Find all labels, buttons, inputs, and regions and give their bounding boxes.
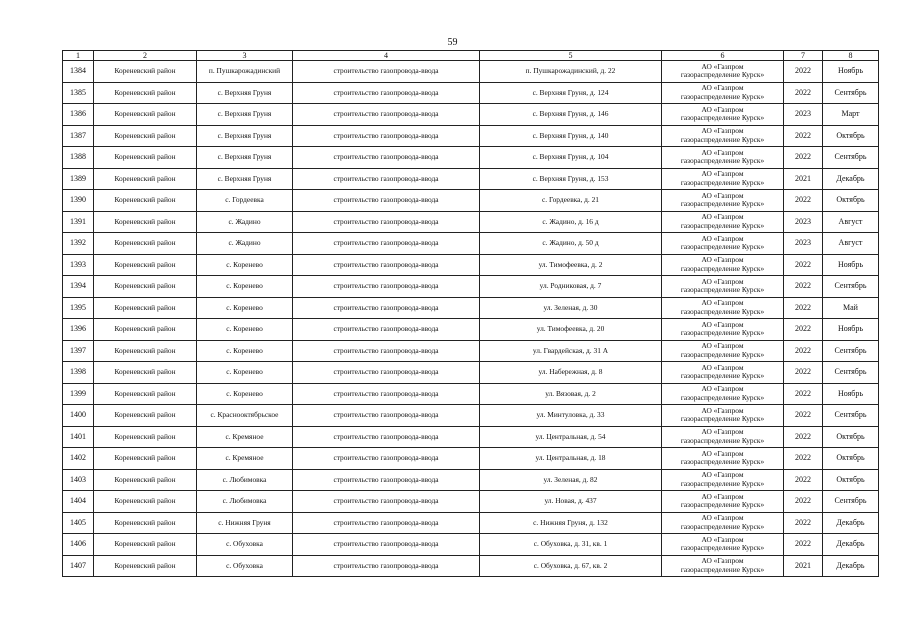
- work-type-cell: строительство газопровода-ввода: [293, 512, 480, 534]
- address-cell: ул. Центральная, д. 18: [480, 448, 662, 470]
- organization-cell: [662, 405, 784, 427]
- work-type-cell: строительство газопровода-ввода: [293, 254, 480, 276]
- organization-cell: [662, 168, 784, 190]
- table-row: [63, 233, 879, 255]
- table-row: [63, 104, 879, 126]
- locality-cell: с. Обуховка: [197, 555, 293, 577]
- table-row: [63, 555, 879, 577]
- address-cell: ул. Новая, д. 437: [480, 491, 662, 513]
- month-cell: Сентябрь: [823, 147, 879, 169]
- year-cell: 2022: [784, 469, 823, 491]
- work-type-cell: строительство газопровода-ввода: [293, 125, 480, 147]
- year-cell: 2022: [784, 340, 823, 362]
- year-cell: 2022: [784, 82, 823, 104]
- organization-line: АО «Газпром: [701, 212, 744, 222]
- organization-line: АО «Газпром: [701, 513, 744, 523]
- address-cell: ул. Тимофеевка, д. 20: [480, 319, 662, 341]
- address-cell: ул. Тимофеевка, д. 2: [480, 254, 662, 276]
- month-cell: Сентябрь: [823, 82, 879, 104]
- table-row: [63, 383, 879, 405]
- organization-line: газораспределение Курск»: [680, 349, 765, 359]
- year-cell: 2022: [784, 147, 823, 169]
- row-number-cell: 1393: [63, 254, 94, 276]
- address-cell: с. Верхняя Груня, д. 124: [480, 82, 662, 104]
- year-cell: 2023: [784, 233, 823, 255]
- locality-cell: с. Верхняя Груня: [197, 147, 293, 169]
- locality-cell: с. Жадино: [197, 211, 293, 233]
- work-type-cell: строительство газопровода-ввода: [293, 82, 480, 104]
- district-cell: Кореневский район: [94, 125, 197, 147]
- column-number: 3: [197, 51, 293, 61]
- organization-line: газораспределение Курск»: [680, 392, 765, 402]
- organization-line: газораспределение Курск»: [680, 220, 765, 230]
- column-number: 2: [94, 51, 197, 61]
- year-cell: 2022: [784, 190, 823, 212]
- address-cell: ул. Зеленая, д. 82: [480, 469, 662, 491]
- address-cell: ул. Минтуловка, д. 33: [480, 405, 662, 427]
- work-type-cell: строительство газопровода-ввода: [293, 233, 480, 255]
- address-cell: с. Верхняя Груня, д. 146: [480, 104, 662, 126]
- district-cell: Кореневский район: [94, 211, 197, 233]
- work-type-cell: строительство газопровода-ввода: [293, 104, 480, 126]
- district-cell: Кореневский район: [94, 319, 197, 341]
- month-cell: Сентябрь: [823, 362, 879, 384]
- work-type-cell: строительство газопровода-ввода: [293, 362, 480, 384]
- table-row: [63, 362, 879, 384]
- row-number-cell: 1390: [63, 190, 94, 212]
- locality-cell: с. Коренево: [197, 276, 293, 298]
- locality-cell: с. Верхняя Груня: [197, 104, 293, 126]
- table-row: [63, 82, 879, 104]
- column-number: 8: [823, 51, 879, 61]
- month-cell: Май: [823, 297, 879, 319]
- locality-cell: с. Верхняя Груня: [197, 82, 293, 104]
- district-cell: Кореневский район: [94, 469, 197, 491]
- month-cell: Октябрь: [823, 190, 879, 212]
- locality-cell: с. Коренево: [197, 254, 293, 276]
- address-cell: с. Гордеевка, д. 21: [480, 190, 662, 212]
- work-type-cell: строительство газопровода-ввода: [293, 190, 480, 212]
- organization-line: АО «Газпром: [701, 384, 744, 394]
- organization-line: АО «Газпром: [701, 126, 744, 136]
- row-number-cell: 1401: [63, 426, 94, 448]
- organization-cell: [662, 469, 784, 491]
- organization-line: АО «Газпром: [701, 169, 744, 179]
- organization-line: газораспределение Курск»: [680, 285, 765, 295]
- organization-line: АО «Газпром: [701, 276, 744, 286]
- year-cell: 2022: [784, 297, 823, 319]
- district-cell: Кореневский район: [94, 254, 197, 276]
- month-cell: Ноябрь: [823, 254, 879, 276]
- table-row: [63, 276, 879, 298]
- address-cell: ул. Центральная, д. 54: [480, 426, 662, 448]
- work-type-cell: строительство газопровода-ввода: [293, 448, 480, 470]
- district-cell: Кореневский район: [94, 448, 197, 470]
- organization-line: АО «Газпром: [701, 362, 744, 372]
- column-number: 1: [63, 51, 94, 61]
- year-cell: 2022: [784, 362, 823, 384]
- address-cell: ул. Родниковая, д. 7: [480, 276, 662, 298]
- district-cell: Кореневский район: [94, 491, 197, 513]
- organization-line: газораспределение Курск»: [680, 156, 765, 166]
- district-cell: Кореневский район: [94, 340, 197, 362]
- district-cell: Кореневский район: [94, 383, 197, 405]
- row-number-cell: 1387: [63, 125, 94, 147]
- organization-line: газораспределение Курск»: [680, 113, 765, 123]
- row-number-cell: 1402: [63, 448, 94, 470]
- year-cell: 2022: [784, 534, 823, 556]
- month-cell: Март: [823, 104, 879, 126]
- organization-cell: [662, 383, 784, 405]
- organization-cell: [662, 555, 784, 577]
- row-number-cell: 1398: [63, 362, 94, 384]
- work-type-cell: строительство газопровода-ввода: [293, 555, 480, 577]
- row-number-cell: 1397: [63, 340, 94, 362]
- year-cell: 2023: [784, 104, 823, 126]
- work-type-cell: строительство газопровода-ввода: [293, 61, 480, 83]
- district-cell: Кореневский район: [94, 147, 197, 169]
- organization-cell: [662, 104, 784, 126]
- organization-cell: [662, 297, 784, 319]
- organization-cell: [662, 534, 784, 556]
- locality-cell: с. Кремяное: [197, 448, 293, 470]
- locality-cell: с. Коренево: [197, 297, 293, 319]
- organization-cell: [662, 362, 784, 384]
- work-type-cell: строительство газопровода-ввода: [293, 211, 480, 233]
- work-type-cell: строительство газопровода-ввода: [293, 383, 480, 405]
- row-number-cell: 1405: [63, 512, 94, 534]
- address-cell: ул. Зеленая, д. 30: [480, 297, 662, 319]
- district-cell: Кореневский район: [94, 190, 197, 212]
- district-cell: Кореневский район: [94, 405, 197, 427]
- district-cell: Кореневский район: [94, 555, 197, 577]
- district-cell: Кореневский район: [94, 82, 197, 104]
- row-number-cell: 1384: [63, 61, 94, 83]
- address-cell: с. Жадино, д. 50 д: [480, 233, 662, 255]
- organization-cell: [662, 61, 784, 83]
- row-number-cell: 1388: [63, 147, 94, 169]
- organization-line: газораспределение Курск»: [680, 521, 765, 531]
- work-type-cell: строительство газопровода-ввода: [293, 168, 480, 190]
- table-row: [63, 297, 879, 319]
- address-cell: с. Верхняя Груня, д. 140: [480, 125, 662, 147]
- table-header: [63, 51, 879, 61]
- organization-line: АО «Газпром: [701, 190, 744, 200]
- row-number-cell: 1403: [63, 469, 94, 491]
- table-row: [63, 125, 879, 147]
- organization-line: газораспределение Курск»: [680, 91, 765, 101]
- row-number-cell: 1399: [63, 383, 94, 405]
- address-cell: с. Верхняя Груня, д. 104: [480, 147, 662, 169]
- organization-line: АО «Газпром: [701, 470, 744, 480]
- district-cell: Кореневский район: [94, 362, 197, 384]
- row-number-cell: 1400: [63, 405, 94, 427]
- work-type-cell: строительство газопровода-ввода: [293, 469, 480, 491]
- organization-line: газораспределение Курск»: [680, 543, 765, 553]
- organization-line: газораспределение Курск»: [680, 500, 765, 510]
- month-cell: Декабрь: [823, 512, 879, 534]
- address-cell: с. Обуховка, д. 67, кв. 2: [480, 555, 662, 577]
- table-row: [63, 448, 879, 470]
- organization-cell: [662, 448, 784, 470]
- locality-cell: с. Верхняя Груня: [197, 125, 293, 147]
- organization-line: газораспределение Курск»: [680, 70, 765, 80]
- address-cell: с. Жадино, д. 16 д: [480, 211, 662, 233]
- year-cell: 2022: [784, 276, 823, 298]
- address-cell: с. Верхняя Груня, д. 153: [480, 168, 662, 190]
- organization-cell: [662, 340, 784, 362]
- month-cell: Сентябрь: [823, 340, 879, 362]
- organization-line: АО «Газпром: [701, 83, 744, 93]
- locality-cell: с. Гордеевка: [197, 190, 293, 212]
- locality-cell: с. Коренево: [197, 319, 293, 341]
- row-number-cell: 1406: [63, 534, 94, 556]
- row-number-cell: 1386: [63, 104, 94, 126]
- district-cell: Кореневский район: [94, 168, 197, 190]
- row-number-cell: 1396: [63, 319, 94, 341]
- organization-line: газораспределение Курск»: [680, 242, 765, 252]
- district-cell: Кореневский район: [94, 426, 197, 448]
- table-row: [63, 534, 879, 556]
- district-cell: Кореневский район: [94, 534, 197, 556]
- organization-line: АО «Газпром: [701, 233, 744, 243]
- address-cell: ул. Вязовая, д. 2: [480, 383, 662, 405]
- organization-line: АО «Газпром: [701, 104, 744, 114]
- page-number: 59: [447, 37, 458, 48]
- organization-line: газораспределение Курск»: [680, 263, 765, 273]
- organization-line: газораспределение Курск»: [680, 457, 765, 467]
- column-number-row: [63, 51, 879, 61]
- locality-cell: с. Коренево: [197, 340, 293, 362]
- row-number-cell: 1389: [63, 168, 94, 190]
- month-cell: Декабрь: [823, 168, 879, 190]
- organization-line: газораспределение Курск»: [680, 414, 765, 424]
- table-row: [63, 147, 879, 169]
- organization-line: газораспределение Курск»: [680, 371, 765, 381]
- locality-cell: с. Любимовка: [197, 469, 293, 491]
- organization-cell: [662, 211, 784, 233]
- organization-line: АО «Газпром: [701, 405, 744, 415]
- column-number: 5: [480, 51, 662, 61]
- work-type-cell: строительство газопровода-ввода: [293, 340, 480, 362]
- work-type-cell: строительство газопровода-ввода: [293, 491, 480, 513]
- organization-line: газораспределение Курск»: [680, 134, 765, 144]
- month-cell: Сентябрь: [823, 491, 879, 513]
- organization-cell: [662, 82, 784, 104]
- organization-line: АО «Газпром: [701, 255, 744, 265]
- month-cell: Октябрь: [823, 426, 879, 448]
- work-type-cell: строительство газопровода-ввода: [293, 297, 480, 319]
- work-type-cell: строительство газопровода-ввода: [293, 319, 480, 341]
- locality-cell: с. Любимовка: [197, 491, 293, 513]
- district-cell: Кореневский район: [94, 104, 197, 126]
- organization-line: газораспределение Курск»: [680, 177, 765, 187]
- column-number: 6: [662, 51, 784, 61]
- column-number: 4: [293, 51, 480, 61]
- locality-cell: с. Краснооктябрьское: [197, 405, 293, 427]
- district-cell: Кореневский район: [94, 297, 197, 319]
- organization-cell: [662, 254, 784, 276]
- year-cell: 2022: [784, 383, 823, 405]
- organization-cell: [662, 125, 784, 147]
- work-type-cell: строительство газопровода-ввода: [293, 534, 480, 556]
- organization-line: газораспределение Курск»: [680, 478, 765, 488]
- organization-line: АО «Газпром: [701, 556, 744, 566]
- district-cell: Кореневский район: [94, 61, 197, 83]
- address-cell: с. Обуховка, д. 31, кв. 1: [480, 534, 662, 556]
- organization-cell: [662, 426, 784, 448]
- organization-line: АО «Газпром: [701, 147, 744, 157]
- month-cell: Декабрь: [823, 555, 879, 577]
- year-cell: 2022: [784, 254, 823, 276]
- table-row: [63, 491, 879, 513]
- month-cell: Сентябрь: [823, 405, 879, 427]
- address-cell: ул. Набережная, д. 8: [480, 362, 662, 384]
- row-number-cell: 1392: [63, 233, 94, 255]
- row-number-cell: 1404: [63, 491, 94, 513]
- organization-line: АО «Газпром: [701, 61, 744, 71]
- year-cell: 2023: [784, 211, 823, 233]
- column-number: 7: [784, 51, 823, 61]
- gas-pipeline-table: [62, 50, 879, 577]
- locality-cell: с. Коренево: [197, 362, 293, 384]
- organization-cell: [662, 147, 784, 169]
- address-cell: с. Нижняя Груня, д. 132: [480, 512, 662, 534]
- row-number-cell: 1394: [63, 276, 94, 298]
- locality-cell: с. Коренево: [197, 383, 293, 405]
- organization-line: газораспределение Курск»: [680, 435, 765, 445]
- organization-cell: [662, 319, 784, 341]
- month-cell: Август: [823, 211, 879, 233]
- organization-cell: [662, 233, 784, 255]
- district-cell: Кореневский район: [94, 512, 197, 534]
- month-cell: Декабрь: [823, 534, 879, 556]
- organization-cell: [662, 190, 784, 212]
- year-cell: 2021: [784, 168, 823, 190]
- locality-cell: с. Кремяное: [197, 426, 293, 448]
- table-row: [63, 254, 879, 276]
- month-cell: Ноябрь: [823, 319, 879, 341]
- organization-line: газораспределение Курск»: [680, 564, 765, 574]
- table-row: [63, 426, 879, 448]
- table-row: [63, 512, 879, 534]
- month-cell: Ноябрь: [823, 383, 879, 405]
- row-number-cell: 1385: [63, 82, 94, 104]
- table-row: [63, 211, 879, 233]
- year-cell: 2022: [784, 61, 823, 83]
- year-cell: 2022: [784, 491, 823, 513]
- locality-cell: с. Жадино: [197, 233, 293, 255]
- district-cell: Кореневский район: [94, 276, 197, 298]
- table-row: [63, 168, 879, 190]
- work-type-cell: строительство газопровода-ввода: [293, 426, 480, 448]
- address-cell: п. Пушкарожадинский, д. 22: [480, 61, 662, 83]
- year-cell: 2021: [784, 555, 823, 577]
- organization-cell: [662, 276, 784, 298]
- year-cell: 2022: [784, 448, 823, 470]
- locality-cell: п. Пушкарожадинский: [197, 61, 293, 83]
- table-body: [63, 61, 879, 577]
- district-cell: Кореневский район: [94, 233, 197, 255]
- table-row: [63, 340, 879, 362]
- month-cell: Октябрь: [823, 448, 879, 470]
- table-row: [63, 405, 879, 427]
- locality-cell: с. Обуховка: [197, 534, 293, 556]
- organization-line: газораспределение Курск»: [680, 328, 765, 338]
- year-cell: 2022: [784, 426, 823, 448]
- organization-cell: [662, 512, 784, 534]
- row-number-cell: 1407: [63, 555, 94, 577]
- address-cell: ул. Гвардейская, д. 31 А: [480, 340, 662, 362]
- organization-line: газораспределение Курск»: [680, 199, 765, 209]
- month-cell: Сентябрь: [823, 276, 879, 298]
- row-number-cell: 1391: [63, 211, 94, 233]
- table-row: [63, 469, 879, 491]
- organization-line: АО «Газпром: [701, 448, 744, 458]
- organization-line: АО «Газпром: [701, 491, 744, 501]
- organization-line: АО «Газпром: [701, 298, 744, 308]
- work-type-cell: строительство газопровода-ввода: [293, 147, 480, 169]
- month-cell: Август: [823, 233, 879, 255]
- month-cell: Октябрь: [823, 125, 879, 147]
- month-cell: Октябрь: [823, 469, 879, 491]
- work-type-cell: строительство газопровода-ввода: [293, 276, 480, 298]
- year-cell: 2022: [784, 319, 823, 341]
- organization-cell: [662, 491, 784, 513]
- organization-line: АО «Газпром: [701, 319, 744, 329]
- organization-line: АО «Газпром: [701, 534, 744, 544]
- year-cell: 2022: [784, 512, 823, 534]
- organization-line: газораспределение Курск»: [680, 306, 765, 316]
- work-type-cell: строительство газопровода-ввода: [293, 405, 480, 427]
- locality-cell: с. Верхняя Груня: [197, 168, 293, 190]
- table-row: [63, 61, 879, 83]
- table-row: [63, 319, 879, 341]
- year-cell: 2022: [784, 405, 823, 427]
- year-cell: 2022: [784, 125, 823, 147]
- organization-line: АО «Газпром: [701, 427, 744, 437]
- month-cell: Ноябрь: [823, 61, 879, 83]
- locality-cell: с. Нижняя Груня: [197, 512, 293, 534]
- organization-line: АО «Газпром: [701, 341, 744, 351]
- row-number-cell: 1395: [63, 297, 94, 319]
- table-row: [63, 190, 879, 212]
